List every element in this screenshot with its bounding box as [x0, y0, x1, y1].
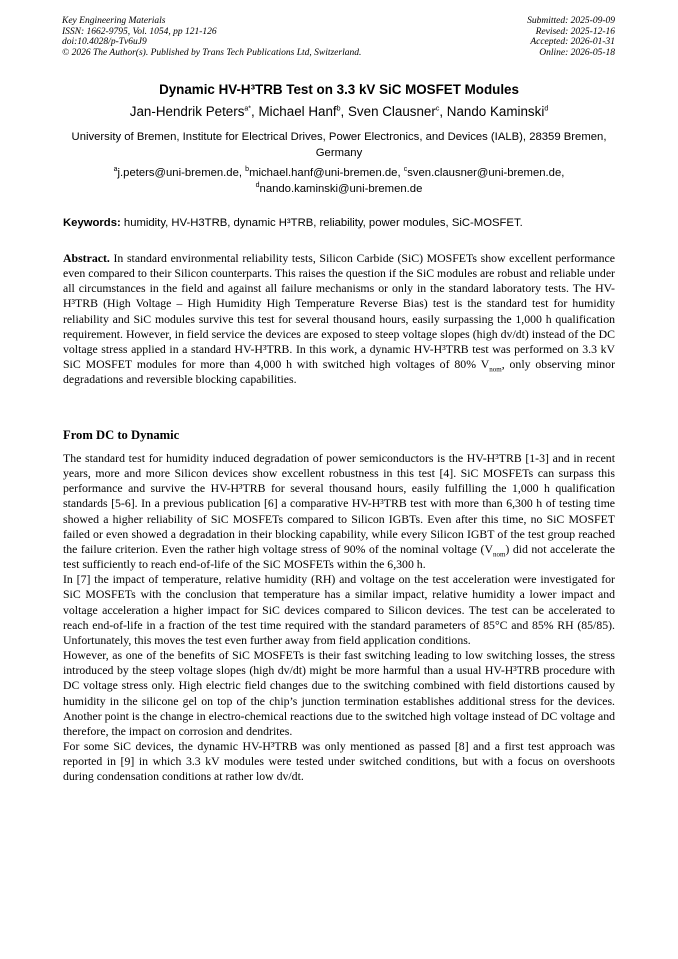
paper-title: Dynamic HV-H³TRB Test on 3.3 kV SiC MOSFET Modules [159, 82, 519, 97]
author-mark: d [544, 105, 549, 113]
accepted-date: Accepted: 2026-01-31 [530, 37, 615, 48]
keywords-text: humidity, HV-H3TRB, dynamic H³TRB, reliability, power modules, SiC-MOSFET. [123, 217, 523, 229]
online-date: Online: 2026-05-18 [539, 47, 615, 58]
paragraph: For some SiC devices, the dynamic HV-H³TRB was only mentioned as passed [8] and a first test approach was reported in [9] in which 3.3 kV modules were tested under switched conditions, but with a focus on overshoots during condensation conditions at rather low dv/dt. [63, 738, 615, 784]
author-mark: a* [244, 105, 252, 113]
keywords [63, 217, 616, 229]
email-mark: d [255, 181, 260, 189]
paragraph-text-end: ) did not accelerate the test sufficiently to reach end-of-life of the SiC MOSFETs within the 6,300 h. [63, 541, 615, 572]
email-address: sven.clausner@uni-bremen.de [407, 167, 562, 179]
author-list: Jan-Hendrik Peters$^{a*}$, Michael Hanf$^b$, Sven Clausner$^c$, Nando Kaminski$^d$ [129, 104, 549, 119]
author-mark: c [435, 105, 440, 113]
section-body [63, 451, 615, 784]
paragraph-subscript: nom [492, 550, 506, 559]
paragraph: However, as one of the benefits of SiC MOSFETs is their fast switching leading to low switching losses, the stress introduced by the steep voltage slopes (high dv/dt) might be more harmful than a usual HV-H³TRB procedure with DC voltage stress only. High electric field changes due to the switching combined with field distortions caused by humidity in the silicone gel on top of the chip’s junction termination establishes additional stress for the devices. Another point is the change in electro-chemical reactions due to the switched high voltage instead of DC voltage and therefore, the impact on corrosion and dendrites. [63, 648, 615, 738]
submitted-date: Submitted: 2025-09-09 [527, 16, 615, 26]
keywords-label: Keywords: [63, 217, 121, 229]
abstract [63, 251, 615, 387]
author-name: Nando Kaminski [446, 104, 545, 119]
email-address: michael.hanf@uni-bremen.de [249, 167, 398, 179]
abstract-label: Abstract. [63, 251, 110, 265]
affiliation: University of Bremen, Institute for Electrical Drives, Power Electronics, and Devices (IALB), 28359 Bremen, Germany [71, 131, 607, 159]
author-name: Jan-Hendrik Peters [129, 104, 245, 119]
author-name: Sven Clausner [348, 104, 436, 119]
journal-info [62, 16, 361, 58]
email-mark: c [403, 166, 408, 174]
publication-dates [527, 16, 615, 58]
abstract-text-end: , only observing minor degradations and reversible blocking capabilities. [63, 357, 615, 387]
email-mark: a [113, 166, 118, 174]
copyright: © 2026 The Author(s). Published by Trans Tech Publications Ltd, Switzerland. [62, 47, 362, 58]
section-heading: From DC to Dynamic [63, 428, 180, 442]
author-name: Michael Hanf [258, 104, 337, 119]
paragraph: In [7] the impact of temperature, relative humidity (RH) and voltage on the test acceleration were investigated for SiC MOSFETs with the conclusion that temperature has a similar impact, relative humidity a lower impact and voltage acceleration a higher impact for SiC devices compared to Silicon devices. The test can be accelerated to reach end-of-life in a fraction of the test time required with the standard parameters of 85°C and 85% RH (85/85). Unfortunately, this moves the test even further away from field application conditions. [63, 572, 615, 647]
paragraph [63, 451, 615, 572]
doi: doi:10.4028/p-Tv6uJ9 [62, 37, 147, 48]
email-address: nando.kaminski@uni-bremen.de [259, 182, 423, 195]
revised-date: Revised: 2025-12-16 [535, 26, 615, 37]
author-emails: $^a$j.peters@uni-bremen.de, $^b$michael.hanf@uni-bremen.de, $^c$sven.clausner@uni-bremen.de, $^d$nando.kaminski@uni-bremen.de [113, 166, 565, 195]
email-address: j.peters@uni-bremen.de [117, 167, 239, 179]
journal-name: Key Engineering Materials [62, 16, 166, 26]
paragraph-text: The standard test for humidity induced degradation of power semiconductors is the HV-H³TRB [1-3] and in recent years, more and more Silicon devices show excellent robustness in this test [4]. SiC MOSFETs can surpass this performance and survive the HV-H³TRB for several thousand hours, easily fulfilling the 1,000 h qualification standards [5-6]. In a previous publication [6] a comparative HV-H³TRB test with more than 6,300 h of testing time showed a higher reliability of SiC MOSFETs compared to Silicon IGBTs. Even after this time, no SiC MOSFET failed or even showed a degradation in their blocking capability, while every Silicon IGBT of the test group reached the failure criterion. Even the rather high voltage stress of 90% of the nominal voltage (V [63, 451, 615, 556]
email-mark: b [245, 166, 250, 174]
issn: ISSN: 1662-9795, Vol. 1054, pp 121-126 [62, 26, 217, 37]
abstract-subscript: nom [489, 365, 502, 374]
author-mark: b [336, 105, 341, 113]
abstract-text: In standard environmental reliability tests, Silicon Carbide (SiC) MOSFETs show excellent performance even compared to their Silicon counterparts. This raises the question if the SiC modules are robust and reliable under all circumstances in the field and against all failure mechanisms or only in the standard laboratory tests. The HV-H³TRB (High Voltage – High Humidity High Temperature Reverse Bias) test is the standard test for humidity reliability and SiC modules survive this test for several thousand hours, easily surpassing the 1,000 h qualification requirement. However, in field service the devices are exposed to steep voltage slopes (high dv/dt) instead of the DC voltage stress applied in a standard HV-H³TRB. In this work, a dynamic HV-H³TRB test was performed on 3.3 kV SiC MOSFET modules for more than 4,000 h with switched high voltages of 80% V [63, 251, 615, 372]
